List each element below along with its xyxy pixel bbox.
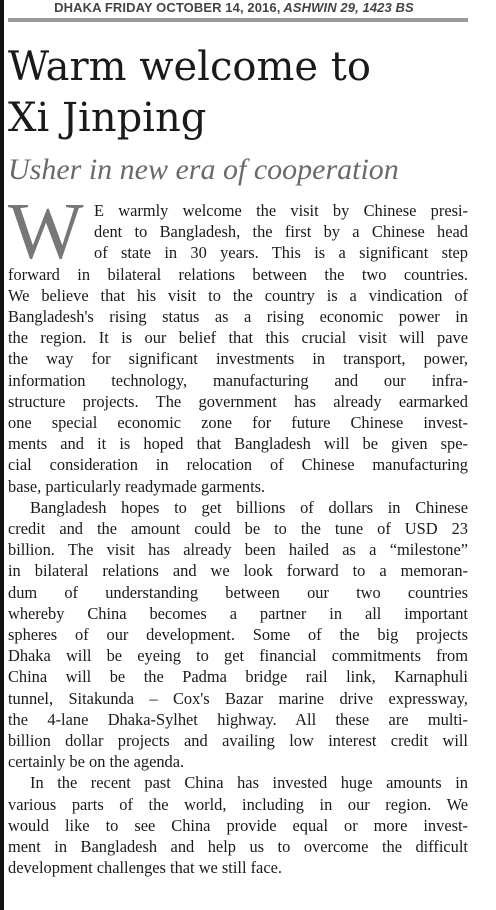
paragraph-3 bbox=[8, 772, 468, 878]
text-line: information technology, manufacturing and our infra- bbox=[8, 370, 468, 390]
text-line: We believe that his visit to the country is a vindication of bbox=[8, 285, 468, 305]
top-rule bbox=[8, 18, 468, 22]
text-line: cial consideration in relocation of Chinese manufacturing bbox=[8, 455, 468, 475]
paragraph-2 bbox=[8, 497, 468, 773]
text-line: dum of understanding between our two countries bbox=[8, 582, 468, 602]
text-line: of state in 30 years. This is a significant step bbox=[94, 243, 468, 263]
text-line: ments and it is hoped that Bangladesh will be given spe- bbox=[8, 434, 468, 454]
text-line: in bilateral relations and we look forward to a memoran- bbox=[8, 561, 468, 581]
text-line: base, particularly readymade garments. bbox=[8, 476, 266, 496]
text-line: credit and the amount could be to the tune of USD 23 bbox=[8, 519, 468, 539]
text-line: forward in bilateral relations between the two countries. bbox=[8, 264, 468, 284]
drop-cap: W bbox=[8, 188, 84, 276]
text-line: certainly be on the agenda. bbox=[8, 752, 185, 772]
dateline-bangla-date: ASHWIN 29, 1423 BS bbox=[283, 0, 414, 15]
text-line: In the recent past China has invested huge amounts in bbox=[30, 773, 468, 793]
headline-line: Xi Jinping bbox=[8, 95, 207, 141]
text-line: China will be the Padma bridge rail link, Karnaphuli bbox=[8, 667, 468, 687]
text-line: one special economic zone for future Chinese invest- bbox=[8, 413, 468, 433]
headline bbox=[8, 42, 478, 144]
text-line: Bangladesh hopes to get billions of dollars in Chinese bbox=[30, 497, 468, 517]
text-line: Dhaka will be eyeing to get financial commitments from bbox=[8, 646, 468, 666]
subheadline: Usher in new era of cooperation bbox=[8, 153, 399, 186]
dateline-date: DHAKA FRIDAY OCTOBER 14, 2016, bbox=[54, 0, 281, 15]
text-line: the 4-lane Dhaka-Sylhet highway. All these are multi- bbox=[8, 709, 468, 729]
text-line: Bangladesh's rising status as a rising economic power in bbox=[8, 307, 468, 327]
text-line: whereby China becomes a partner in all important bbox=[8, 603, 468, 623]
text-line: the way for significant investments in transport, power, bbox=[8, 349, 468, 369]
text-line: tunnel, Sitakunda – Cox's Bazar marine drive expressway, bbox=[8, 688, 468, 708]
text-line: the region. It is our belief that this crucial visit will pave bbox=[8, 328, 468, 348]
text-line: spheres of our development. Some of the big projects bbox=[8, 625, 468, 645]
text-line: billion. The visit has already been hailed as a “milestone” bbox=[8, 540, 468, 560]
text-line: various parts of the world, including in our region. We bbox=[8, 794, 468, 814]
headline-line: Warm welcome to bbox=[8, 44, 371, 90]
dateline bbox=[0, 0, 468, 16]
text-line: structure projects. The government has already earmarked bbox=[8, 391, 468, 411]
text-line: development challenges that we still face. bbox=[8, 858, 282, 878]
text-line: dent to Bangladesh, the first by a Chinese head bbox=[94, 222, 468, 242]
editorial-body bbox=[8, 188, 468, 879]
left-margin-rule bbox=[0, 0, 4, 910]
text-line: billion dollar projects and availing low interest credit will bbox=[8, 731, 468, 751]
text-line: ment in Bangladesh and help us to overcome the difficult bbox=[8, 837, 468, 857]
text-line: would like to see China provide equal or more invest- bbox=[8, 815, 468, 835]
text-line: E warmly welcome the visit by Chinese presi- bbox=[94, 201, 468, 220]
